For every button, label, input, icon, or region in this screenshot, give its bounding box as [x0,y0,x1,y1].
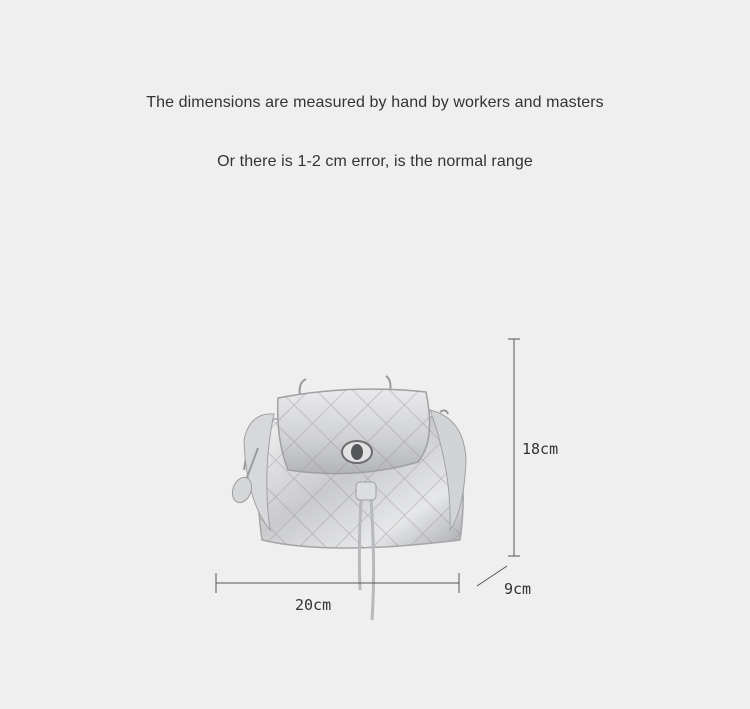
width-measure-line [216,573,459,593]
depth-label: 9cm [504,580,532,598]
depth-measure-line [477,566,507,586]
height-measure-line [508,339,520,556]
twist-lock-icon [342,441,372,463]
height-label: 18cm [522,440,559,458]
notice-line-1: The dimensions are measured by hand by workers and masters [146,94,604,111]
notice-line-2: Or there is 1-2 cm error, is the normal range [217,153,533,170]
drawstring-toggle [356,482,376,500]
width-label: 20cm [295,596,332,614]
